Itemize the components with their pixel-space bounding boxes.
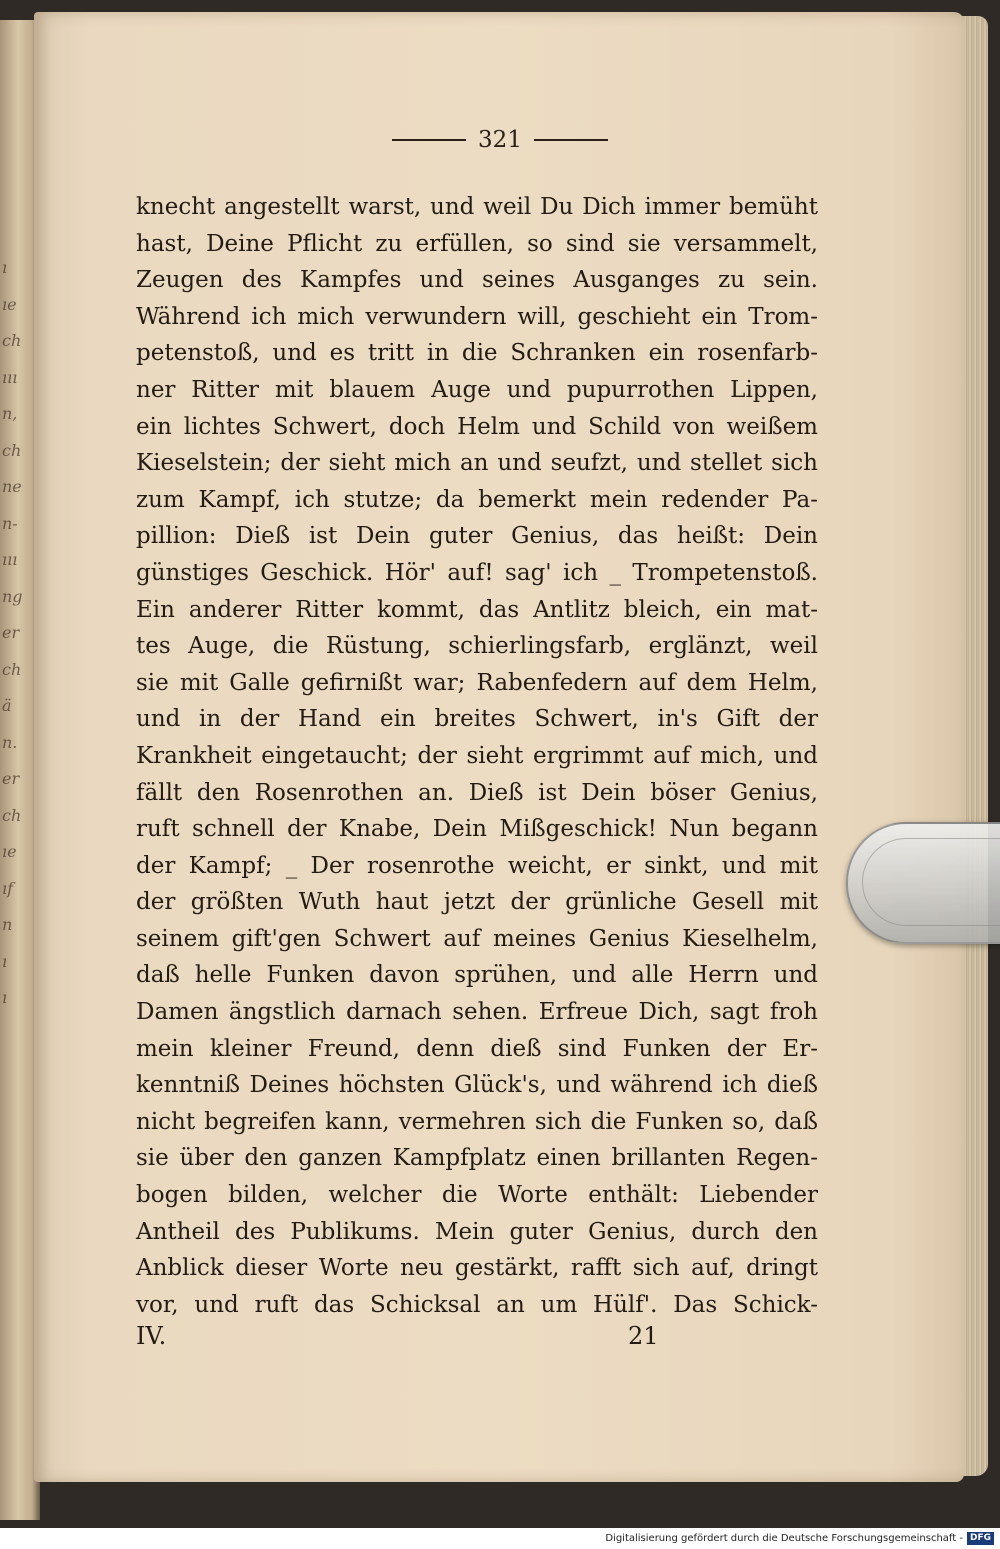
- signature-line: [136, 1322, 818, 1362]
- page-number: 321: [478, 127, 522, 153]
- text-line: seinem gift'gen Schwert auf meines Genius Kieselhelm,: [136, 925, 818, 952]
- text-line: günstiges Geschick. Hör' auf! sag' ich _ Trompetenstoß.: [136, 559, 818, 586]
- text-line: Krankheit eingetaucht; der sieht ergrimmt auf mich, und: [136, 742, 818, 769]
- text-line: nicht begreifen kann, vermehren sich die Funken so, daß: [136, 1108, 818, 1135]
- text-line: und in der Hand ein breites Schwert, in's Gift der: [136, 706, 818, 733]
- head-rule-left: [392, 139, 466, 141]
- text-line: ruft schnell der Knabe, Dein Mißgeschick! Nun begann: [136, 816, 818, 843]
- text-line: sie mit Galle gefirnißt war; Rabenfedern auf dem Helm,: [136, 669, 818, 696]
- text-line: Ein anderer Ritter kommt, das Antlitz bleich, ein mat-: [136, 596, 818, 623]
- text-line: ein lichtes Schwert, doch Helm und Schild von weißem: [136, 413, 818, 440]
- dfg-logo: DFG: [967, 1532, 994, 1545]
- text-line: fällt den Rosenrothen an. Dieß ist Dein böser Genius,: [136, 779, 818, 806]
- page-clip: [846, 822, 1000, 944]
- page-clip-inner-edge: [862, 838, 1000, 926]
- text-line: sie über den ganzen Kampfplatz einen brillanten Regen-: [136, 1145, 818, 1172]
- footer-credit: Digitalisierung gefördert durch die Deutsche Forschungsgemeinschaft -: [605, 1533, 963, 1544]
- digitization-footer: [0, 1528, 1000, 1549]
- text-line: Damen ängstlich darnach sehen. Erfreue Dich, sagt froh: [136, 999, 818, 1026]
- text-line: Kieselstein; der sieht mich an und seufzt, und stellet sich: [136, 450, 818, 477]
- text-line: Während ich mich verwundern will, geschieht ein Trom-: [136, 303, 818, 330]
- text-line: tes Auge, die Rüstung, schierlingsfarb, erglänzt, weil: [136, 633, 818, 660]
- text-line: knecht angestellt warst, und weil Du Dich immer bemüht: [136, 194, 818, 220]
- head-rule-right: [534, 139, 608, 141]
- text-line: mein kleiner Freund, denn dieß sind Funken der Er-: [136, 1035, 818, 1062]
- text-line: vor, und ruft das Schicksal an um Hülf'. Das Schick-: [136, 1291, 818, 1318]
- text-line: kenntniß Deines höchsten Glück's, und während ich dieß: [136, 1072, 818, 1099]
- running-head: [380, 124, 620, 156]
- text-line: ner Ritter mit blauem Auge und pupurrothen Lippen,: [136, 376, 818, 403]
- text-line: der Kampf; _ Der rosenrothe weicht, er sinkt, und mit: [136, 852, 818, 879]
- volume-mark: IV.: [136, 1322, 167, 1350]
- text-line: Zeugen des Kampfes und seines Ausganges zu sein.: [136, 267, 818, 294]
- text-line: zum Kampf, ich stutze; da bemerkt mein redender Pa-: [136, 486, 818, 513]
- body-text: [136, 189, 818, 1323]
- text-line: hast, Deine Pflicht zu erfüllen, so sind sie versammelt,: [136, 230, 818, 257]
- text-line: Antheil des Publikums. Mein guter Genius, durch den: [136, 1218, 818, 1245]
- text-line: Anblick dieser Worte neu gestärkt, rafft sich auf, dringt: [136, 1255, 818, 1282]
- text-line: der größten Wuth haut jetzt der grünliche Gesell mit: [136, 889, 818, 916]
- text-line: pillion: Dieß ist Dein guter Genius, das heißt: Dein: [136, 523, 818, 550]
- text-line: petenstoß, und es tritt in die Schranken ein rosenfarb-: [136, 340, 818, 367]
- sheet-signature: 21: [628, 1322, 659, 1350]
- text-line: bogen bilden, welcher die Worte enthält: Liebender: [136, 1182, 818, 1209]
- text-line: daß helle Funken davon sprühen, und alle Herrn und: [136, 962, 818, 989]
- previous-page-text-fragments: ı ıe ch ııı n, ch ne n- ııı ng er ch ä n. er ch ıe ıf n ı ı: [2, 258, 23, 1007]
